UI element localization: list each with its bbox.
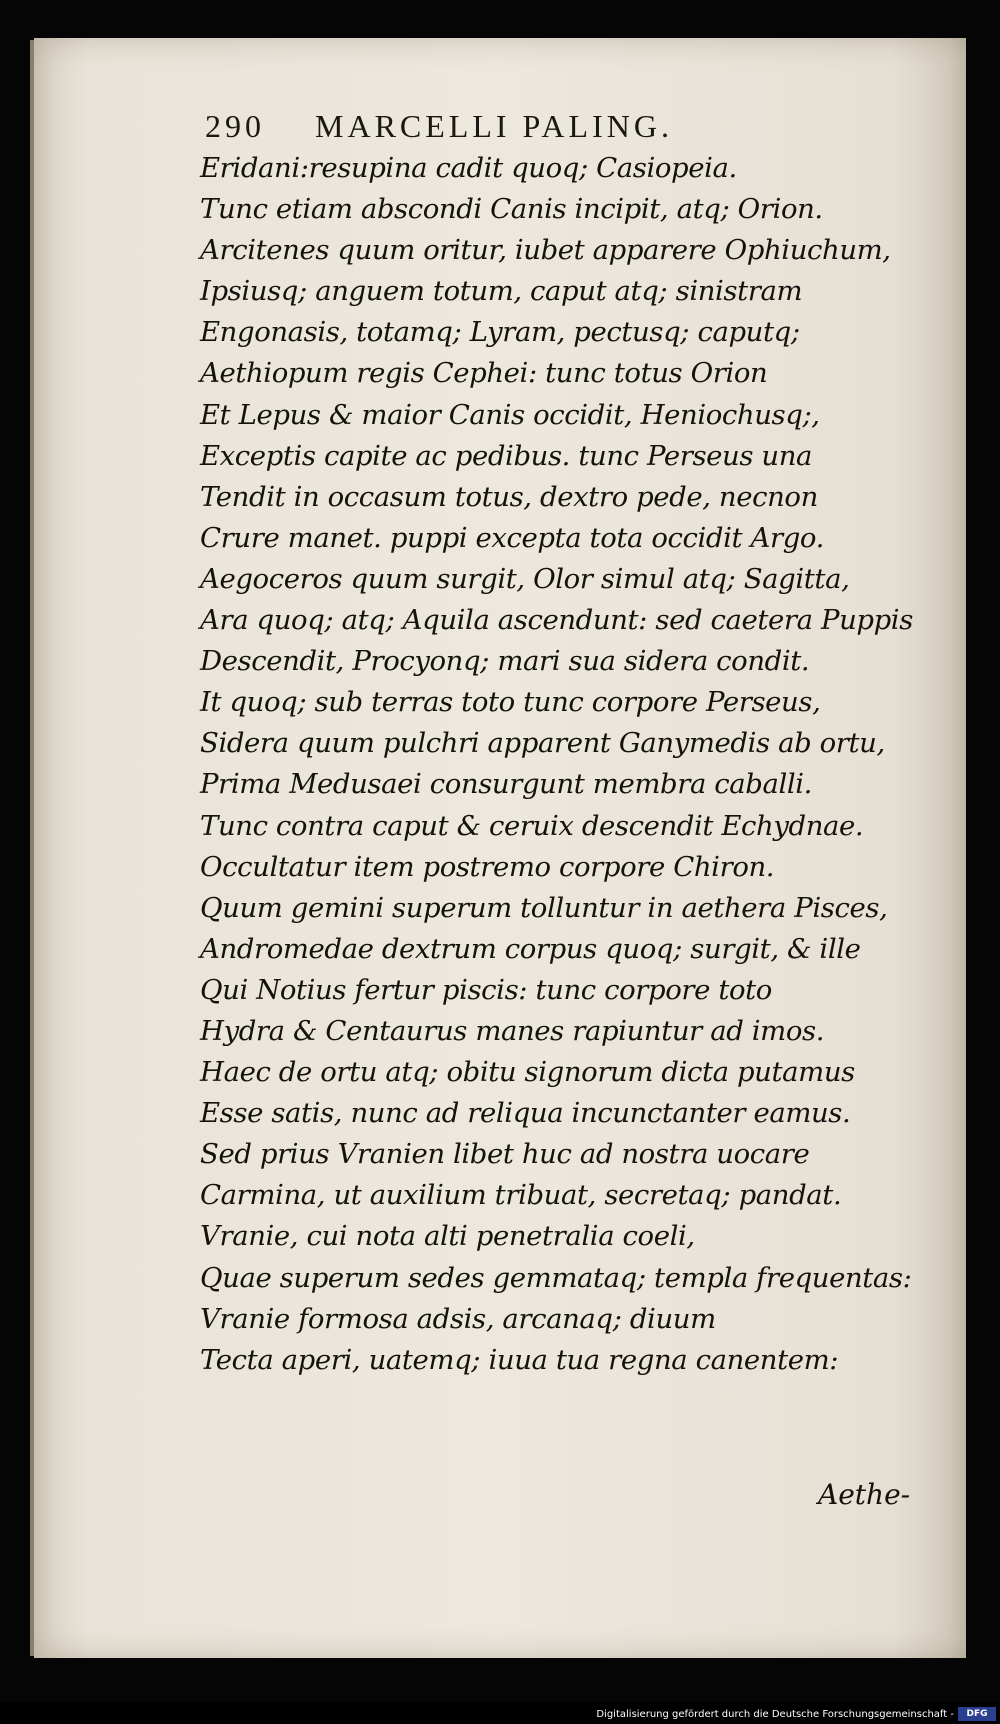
verse-line: It quoq; sub terras toto tunc corpore Perseus, xyxy=(200,686,821,719)
verse-line: Arcitenes quum oritur, iubet apparere Ophiuchum, xyxy=(200,234,891,267)
catchword: Aethe- xyxy=(818,1478,911,1511)
verse-text xyxy=(200,148,920,1381)
verse-line: Tendit in occasum totus, dextro pede, necnon xyxy=(200,480,818,513)
verse-line: Eridani:resupina cadit quoq; Casiopeia. xyxy=(200,152,737,184)
running-head: MARCELLI PALING. xyxy=(315,108,673,144)
verse-line: Tunc contra caput & ceruix descendit Echydnae. xyxy=(200,809,864,842)
verse-line: Ipsiusq; anguem totum, caput atq; sinistram xyxy=(200,275,803,308)
footer-bar xyxy=(0,1702,1000,1724)
verse-line: Aethiopum regis Cephei: tunc totus Orion xyxy=(200,357,768,390)
verse-line: Prima Medusaei consurgunt membra caballi. xyxy=(200,768,813,801)
verse-line: Vranie formosa adsis, arcanaq; diuum xyxy=(200,1302,716,1335)
verse-line: Sidera quum pulchri apparent Ganymedis ab ortu, xyxy=(200,727,885,760)
verse-line: Esse satis, nunc ad reliqua incunctanter eamus. xyxy=(200,1097,851,1130)
verse-line: Tunc etiam abscondi Canis incipit, atq; Orion. xyxy=(200,193,823,226)
verse-line: Quum gemini superum tolluntur in aethera Pisces, xyxy=(200,891,888,924)
dfg-logo-icon: DFG xyxy=(958,1707,996,1721)
verse-line: Aegoceros quum surgit, Olor simul atq; Sagitta, xyxy=(200,562,850,595)
verse-line: Qui Notius fertur piscis: tunc corpore toto xyxy=(200,973,772,1006)
verse-line: Carmina, ut auxilium tribuat, secretaq; pandat. xyxy=(200,1179,842,1212)
page-number: 290 xyxy=(205,108,265,144)
verse-line: Vranie, cui nota alti penetralia coeli, xyxy=(200,1220,695,1253)
verse-line: Et Lepus & maior Canis occidit, Heniochusq;, xyxy=(200,398,820,431)
verse-line: Exceptis capite ac pedibus. tunc Perseus una xyxy=(200,439,813,472)
verse-line: Sed prius Vranien libet huc ad nostra uocare xyxy=(200,1138,810,1171)
verse-line: Ara quoq; atq; Aquila ascendunt: sed caetera Puppis xyxy=(200,604,913,637)
page-header xyxy=(205,108,805,152)
verse-line: Andromedae dextrum corpus quoq; surgit, & ille xyxy=(200,932,861,965)
verse-line: Tecta aperi, uatemq; iuua tua regna canentem: xyxy=(200,1343,839,1376)
verse-line: Descendit, Procyonq; mari sua sidera condit. xyxy=(200,645,810,678)
verse-line: Occultatur item postremo corpore Chiron. xyxy=(200,850,775,883)
verse-line: Engonasis, totamq; Lyram, pectusq; caputq; xyxy=(200,316,800,349)
verse-line: Quae superum sedes gemmataq; templa frequentas: xyxy=(200,1261,912,1294)
verse-line: Haec de ortu atq; obitu signorum dicta putamus xyxy=(200,1056,855,1089)
verse-line: Hydra & Centaurus manes rapiuntur ad imos. xyxy=(200,1014,825,1047)
verse-line: Crure manet. puppi excepta tota occidit Argo. xyxy=(200,521,824,554)
funding-notice: Digitalisierung gefördert durch die Deutsche Forschungsgemeinschaft - xyxy=(596,1709,954,1720)
